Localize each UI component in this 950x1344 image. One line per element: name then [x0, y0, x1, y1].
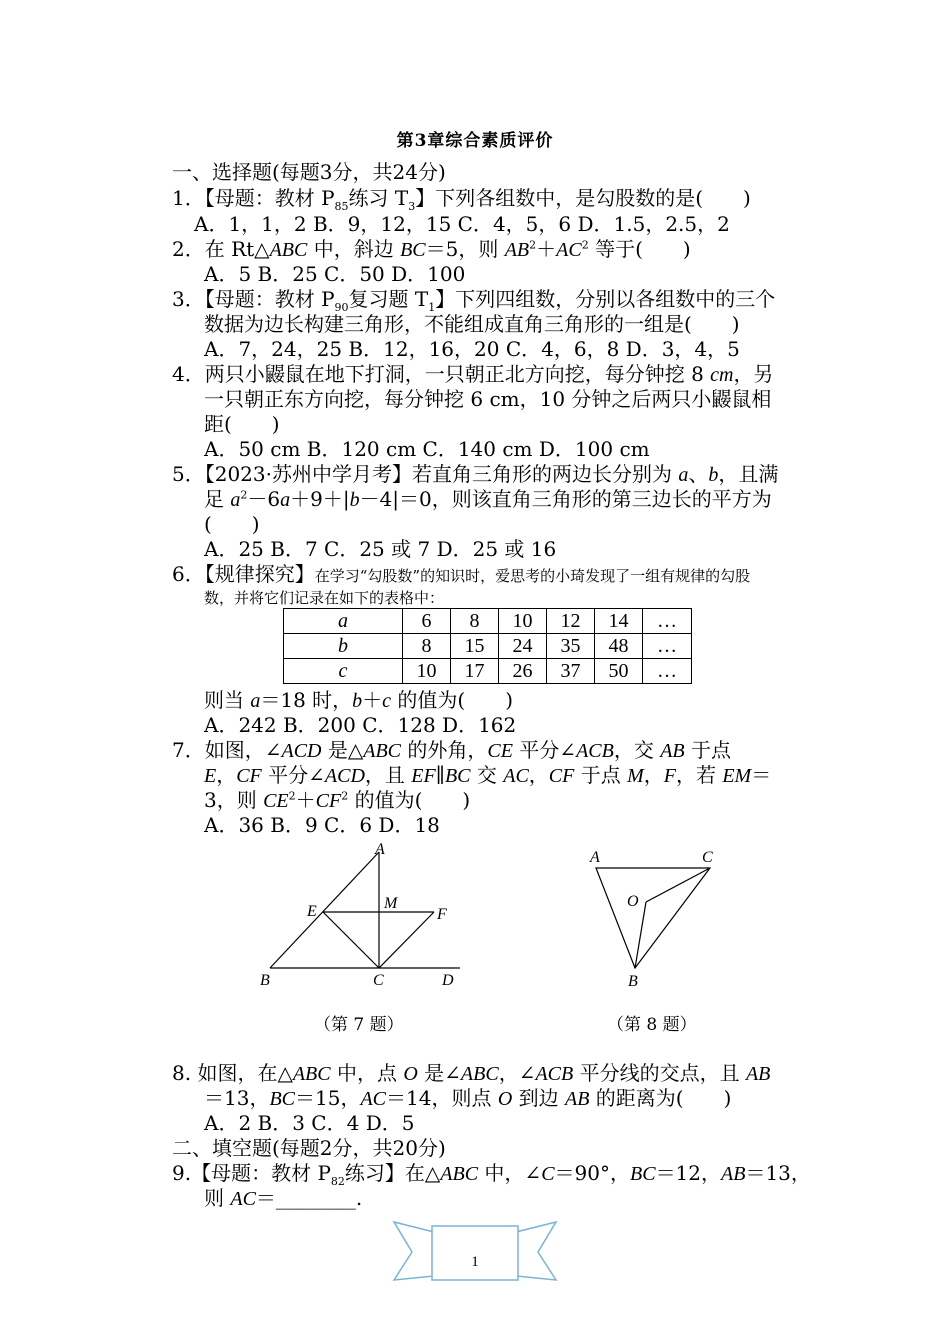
line-ce	[323, 912, 379, 968]
table-cell: 12	[547, 609, 595, 634]
question-3-line-2: 数据为边长构建三角形，不能组成直角三角形的一组是( )	[204, 312, 740, 336]
ribbon-right-tail	[516, 1222, 556, 1280]
table-cell: 35	[547, 634, 595, 659]
label-o: O	[627, 893, 639, 910]
question-5-line-3: ( )	[204, 512, 260, 536]
question-6-line-3: 则当 a＝18 时，b＋c 的值为( )	[204, 688, 514, 712]
question-7-line-2: E，CF 平分∠ACD，且 EF∥BC 交 AC，CF 于点 M，F，若 EM＝	[204, 763, 772, 787]
label-a: A	[375, 841, 385, 858]
question-6-options: A．242 B．200 C．128 D．162	[204, 713, 517, 737]
table-row	[284, 634, 692, 659]
table-cell: 8	[403, 634, 451, 659]
question-4-line-2: 一只朝正东方向挖，每分钟挖 6 cm，10 分钟之后两只小鼹鼠相	[204, 387, 772, 411]
table-cell: 10	[499, 609, 547, 634]
table-cell: …	[643, 634, 692, 659]
question-4-options: A．50 cm B．120 cm C．140 cm D．100 cm	[204, 437, 650, 461]
question-2: 2．在 Rt△ABC 中，斜边 BC＝5，则 $AB^2+AC^2$ 等于( )	[172, 237, 691, 261]
table-header-cell: b	[284, 634, 403, 659]
page-number: 1	[471, 1254, 479, 1270]
label-m: M	[384, 895, 398, 912]
question-2-options: A．5 B．25 C．50 D．100	[204, 262, 466, 286]
table-cell: 15	[451, 634, 499, 659]
question-9: 9.【母题：教材 $P_{82}$练习】在△ABC 中，∠C＝90°，BC＝12，AB＝13，	[172, 1161, 811, 1188]
table-cell: 6	[403, 609, 451, 634]
question-8: 8. 如图，在△ABC 中，点 O 是∠ABC，∠ACB 平分线的交点，且 AB	[172, 1061, 771, 1085]
table-cell: …	[643, 609, 692, 634]
table-cell: 17	[451, 659, 499, 684]
line-ab	[270, 852, 379, 968]
triangle-abc	[596, 868, 710, 968]
label-c: C	[373, 972, 384, 989]
label-f: F	[437, 906, 447, 923]
pattern-table	[283, 608, 692, 684]
table-row	[284, 609, 692, 634]
table-header-cell: c	[284, 659, 403, 684]
table-cell: 10	[403, 659, 451, 684]
label-a: A	[590, 849, 600, 866]
ribbon-body	[432, 1226, 518, 1280]
question-1: 1．【母题：教材 $P_{85}$练习 $T_3$】下列各组数中，是勾股数的是( )	[172, 186, 751, 213]
table-cell: 26	[499, 659, 547, 684]
line-ob	[635, 902, 646, 968]
line-cf	[379, 912, 434, 968]
label-e: E	[307, 903, 317, 920]
table-cell: …	[643, 659, 692, 684]
figure-8-diagram	[580, 840, 730, 995]
label-d: D	[442, 972, 454, 989]
page-number-ribbon	[392, 1218, 558, 1288]
section-heading-fill-in: 二、填空题(每题2分，共20分)	[172, 1136, 446, 1160]
question-6-line-2: 数，并将它们记录在如下的表格中：	[204, 589, 445, 607]
table-row	[284, 659, 692, 684]
table-cell: 14	[595, 609, 643, 634]
table-cell: 50	[595, 659, 643, 684]
question-5: 5．【2023·苏州中学月考】若直角三角形的两边长分别为 a、b，且满	[172, 462, 779, 486]
question-5-options: A．25 B．7 C．25 或 7 D．25 或 16	[204, 537, 557, 561]
section-heading-choice: 一、选择题(每题3分，共24分)	[172, 160, 446, 184]
line-oc	[646, 868, 710, 902]
table-cell: 48	[595, 634, 643, 659]
question-7-line-3: 3，则 $CE^2+CF^2$ 的值为( )	[204, 788, 471, 812]
question-4-line-3: 距( )	[204, 412, 280, 436]
question-4: 4．两只小鼹鼠在地下打洞，一只朝正北方向挖，每分钟挖 8 cm，另	[172, 362, 774, 386]
question-5-line-2: 足 $a^2-6a+9+|b-4|=0$，则该直角三角形的第三边长的平方为	[204, 487, 772, 511]
label-b: B	[260, 972, 270, 989]
table-cell: 37	[547, 659, 595, 684]
label-c: C	[702, 849, 713, 866]
figure-8-caption: （第 8 题）	[607, 1015, 697, 1035]
table-cell: 24	[499, 634, 547, 659]
table-header-cell: a	[284, 609, 403, 634]
table-cell: 8	[451, 609, 499, 634]
label-b: B	[628, 973, 638, 990]
question-3-options: A．7，24，25 B．12，16，20 C．4，6，8 D．3，4，5	[204, 337, 740, 361]
page-title: 第3章综合素质评价	[396, 131, 554, 151]
question-6: 6．【规律探究】在学习“勾股数”的知识时，爱思考的小琦发现了一组有规律的勾股	[172, 562, 751, 586]
question-8-line-2: ＝13，BC＝15，AC＝14，则点 O 到边 AB 的距离为( )	[204, 1086, 732, 1110]
question-1-options: A．1，1，2 B．9，12，15 C．4，5，6 D．1.5，2.5，2	[194, 212, 730, 236]
ribbon-left-tail	[394, 1222, 434, 1280]
figure-7-caption: （第 7 题）	[314, 1015, 404, 1035]
figure-7-diagram	[250, 840, 470, 1000]
question-9-line-2: 则 AC＝________.	[204, 1186, 363, 1210]
question-7-options: A．36 B．9 C．6 D．18	[204, 813, 440, 837]
question-7: 7．如图，∠ACD 是△ABC 的外角，CE 平分∠ACB，交 AB 于点	[172, 738, 731, 762]
question-3: 3．【母题：教材 $P_{90}$复习题 $T_1$】下列四组数，分别以各组数中的三个	[172, 287, 776, 314]
question-8-options: A．2 B．3 C．4 D．5	[204, 1111, 415, 1135]
